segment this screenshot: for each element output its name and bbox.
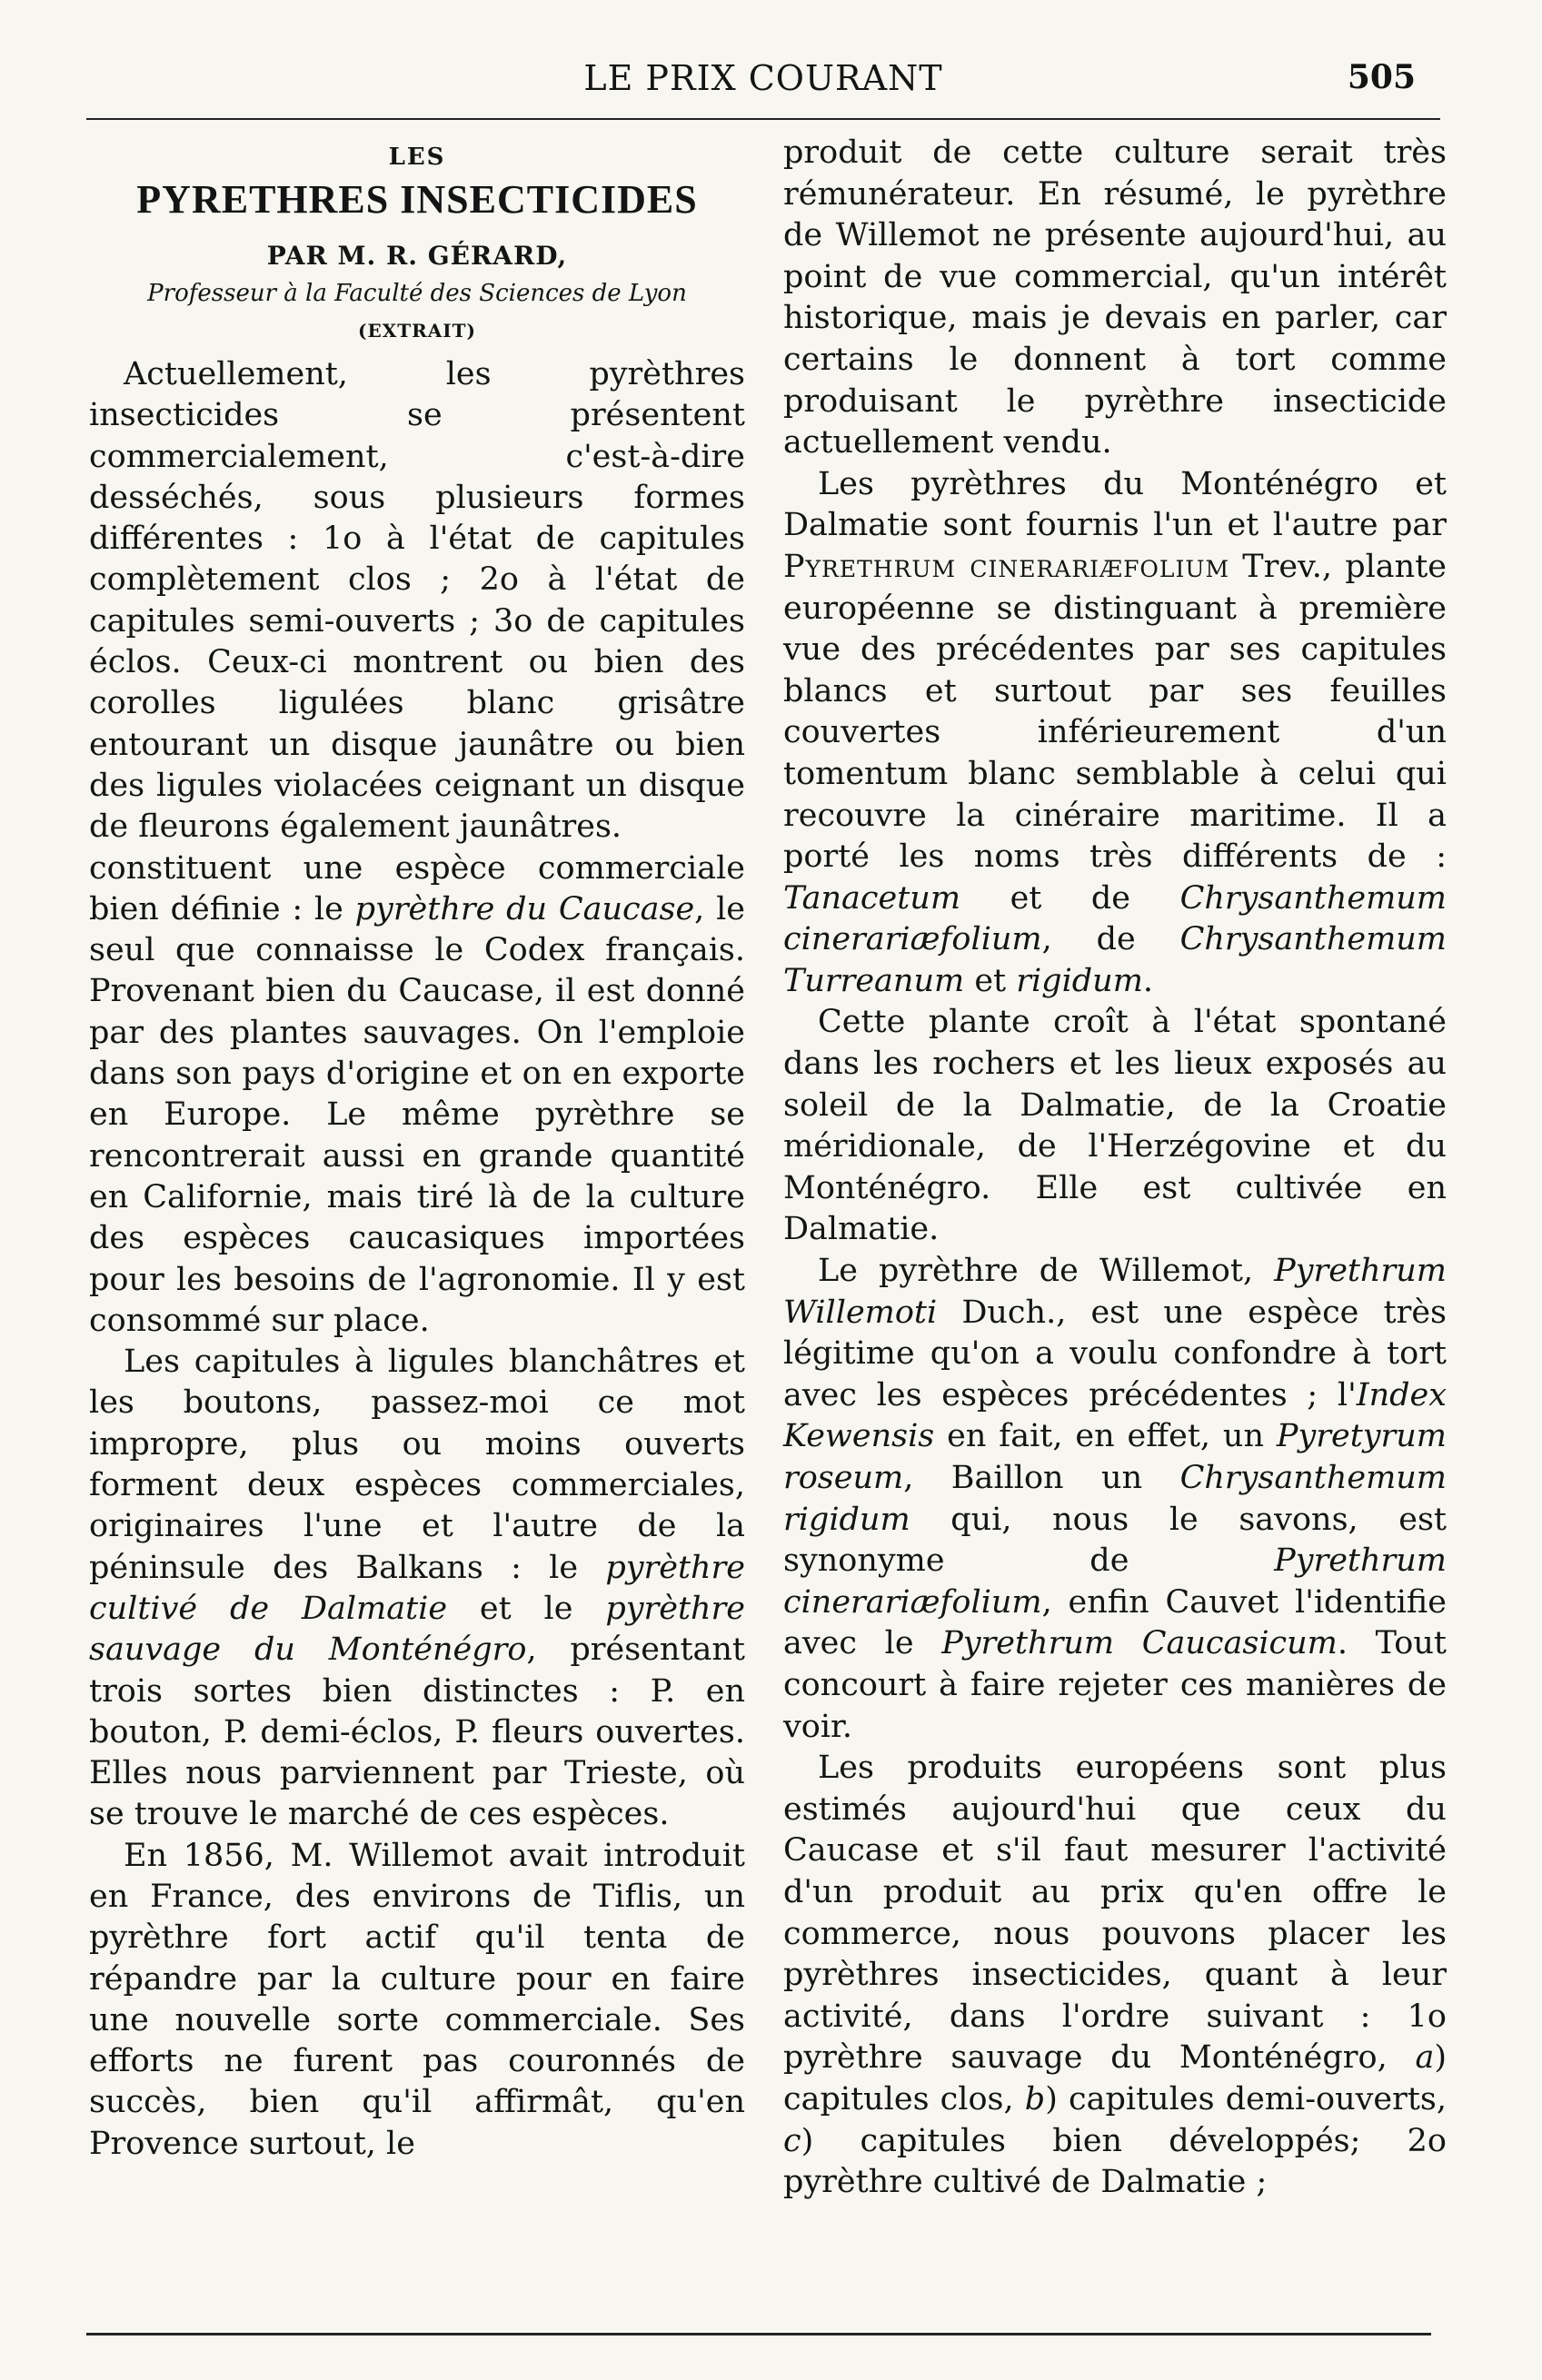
paragraph: Cette plante croît à l'état spontané dans les rochers et les lieux exposés au soleil de la Dalmatie, de la Croatie méridionale, de l'Herzégovine et du Monténégro. Elle est cultivée en Dalmatie. bbox=[783, 1004, 1447, 1248]
article-kicker: LES bbox=[388, 144, 446, 171]
author-affiliation: Professeur à la Faculté des Sciences de Lyon bbox=[147, 280, 687, 307]
extract-label: (EXTRAIT) bbox=[358, 320, 476, 342]
running-title: LE PRIX COURANT bbox=[583, 58, 943, 98]
paragraph: constituent une espèce commerciale bien définie : le pyrèthre du Caucase, le seul que connaisse le Codex français. Provenant bien du Caucase, il est donné par des plantes sauvages. On l'emploie dans son pays d'origine et on en exporte en Europe. Le même pyrèthre se rencontrerait aussi en grande quantité en Californie, mais tiré là de la culture des espèces caucasiques importées pour les besoins de l'agronomie. Il y est consommé sur place. bbox=[89, 849, 745, 1339]
paragraph: produit de cette culture serait très rémunérateur. En résumé, le pyrèthre de Willemot ne présente aujourd'hui, au point de vue commercial, qu'un intérêt historique, mais je devais en parler, car certains le donnent à tort comme produisant le pyrèthre insecticide actuellement vendu. bbox=[783, 134, 1447, 461]
paragraph: En 1856, M. Willemot avait introduit en France, des environs de Tiflis, un pyrèthre fort actif qu'il tenta de répandre par la culture pour en faire une nouvelle sorte commerciale. Ses efforts ne furent pas couronnés de succès, bien qu'il affirmât, qu'en Provence surtout, le bbox=[89, 1837, 745, 2162]
paragraph: Les capitules à ligules blanchâtres et les boutons, passez-moi ce mot impropre, plus ou moins ouverts forment deux espèces commerciales, originaires l'une et l'autre de la péninsule des Balkans : le pyrèthre cultivé de Dalmatie et le pyrèthre sauvage du Monténégro, présentant trois sortes bien distinctes : P. en bouton, P. demi-éclos, P. fleurs ouvertes. Elles nous parviennent par Trieste, où se trouve le marché de ces espèces. bbox=[89, 1344, 745, 1833]
article-title: PYRETHRES INSECTICIDES bbox=[136, 177, 698, 222]
paragraph: Les produits européens sont plus estimés aujourd'hui que ceux du Caucase et s'il faut mesurer l'activité d'un produit au prix qu'en offre le commerce, nous pouvons placer les pyrèthres insecticides, quant à leur activité, dans l'ordre suivant : 1o pyrèthre sauvage du Monténégro, a) capitules clos, b) capitules demi-ouverts, c) capitules bien développés; 2o pyrèthre cultivé de Dalmatie ; bbox=[783, 1750, 1447, 2201]
paragraph: Le pyrèthre de Willemot, Pyrethrum Willemoti Duch., est une espèce très légitime qu'on a voulu confondre à tort avec les espèces précédentes ; l'Index Kewensis en fait, en effet, un Pyretyrum roseum, Baillon un Chrysanthemum rigidum qui, nous le savons, est synonyme de Pyrethrum cinerariæfolium, enfin Cauvet l'identifie avec le Pyrethrum Caucasicum. Tout concourt à faire rejeter ces manières de voir. bbox=[783, 1253, 1447, 1745]
page-header bbox=[91, 53, 1436, 107]
right-column bbox=[783, 133, 1447, 2204]
paragraph: Actuellement, les pyrèthres insecticides se présentent commercialement, c'est-à-dire desséchés, sous plusieurs formes différentes : 1o à l'état de capitules complètement clos ; 2o à l'état de capitules semi-ouverts ; 3o de capitules éclos. Ceux-ci montrent ou bien des corolles ligulées blanc grisâtre entourant un disque jaunâtre ou bien des ligules violacées ceignant un disque de fleurons également jaunâtres. bbox=[89, 356, 745, 846]
article-byline: PAR M. R. GÉRARD, bbox=[266, 241, 568, 271]
header-rule bbox=[86, 118, 1440, 120]
paragraph: Les pyrèthres du Monténégro et Dalmatie sont fournis l'un et l'autre par Pyrethrum cinerariæfolium Trev., plante européenne se distinguant à première vue des précédentes par ses capitules blancs et surtout par ses feuilles couvertes inférieurement d'un tomentum blanc semblable à celui qui recouvre la cinéraire maritime. Il a porté les noms très différents de : Tanacetum et de Chrysanthemum cinerariæfolium, de Chrysanthemum Turreanum et rigidum. bbox=[783, 465, 1447, 999]
page-number: 505 bbox=[1347, 58, 1416, 96]
left-column bbox=[89, 133, 745, 2165]
footer-rule bbox=[86, 2333, 1431, 2335]
